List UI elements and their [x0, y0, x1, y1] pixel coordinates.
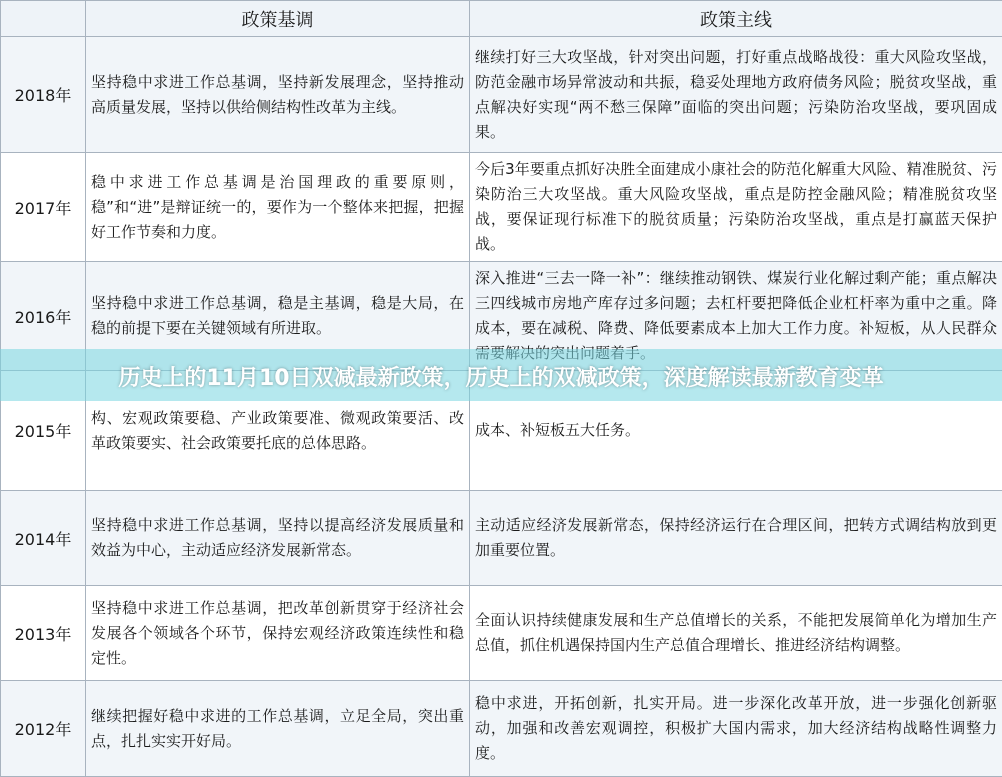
year-cell: 2014年: [1, 491, 86, 586]
year-cell: 2018年: [1, 37, 86, 153]
policy-line-cell: 全面认识持续健康发展和生产总值增长的关系，不能把发展简单化为增加生产总值，抓住机遇保持国内生产总值合理增长、推进经济结构调整。: [470, 586, 1002, 681]
table-row: [1, 681, 1002, 777]
policy-tone-cell: 坚持稳中求进工作总基调，把改革创新贯穿于经济社会发展各个领域各个环节，保持宏观经济政策连续性和稳定性。: [86, 586, 470, 681]
header-year: [1, 1, 86, 37]
table-row: [1, 37, 1002, 153]
year-cell: 2016年: [1, 262, 86, 371]
title-overlay-banner: [0, 349, 1002, 401]
policy-line-cell: 稳中求进，开拓创新，扎实开局。进一步深化改革开放，进一步强化创新驱动，加强和改善宏观调控，积极扩大国内需求，加大经济结构战略性调整力度。: [470, 681, 1002, 777]
header-policy-tone: 政策基调: [86, 1, 470, 37]
year-cell: 2013年: [1, 586, 86, 681]
year-cell: 2017年: [1, 153, 86, 262]
year-cell: 2015年: [1, 371, 86, 491]
policy-tone-cell: 稳中求进工作总基调是治国理政的重要原则，稳”和“进”是辩证统一的，要作为一个整体来把握，把握好工作节奏和力度。: [86, 153, 470, 262]
year-cell: 2012年: [1, 681, 86, 777]
header-policy-line: 政策主线: [470, 1, 1002, 37]
table-row: [1, 491, 1002, 586]
policy-line-cell: 成本、补短板五大任务。: [470, 371, 1002, 491]
policy-tone-cell: 坚持稳中求进工作总基调，坚持以提高经济发展质量和效益为中心，主动适应经济发展新常态。: [86, 491, 470, 586]
policy-line-cell: 继续打好三大攻坚战，针对突出问题，打好重点战略战役：重大风险攻坚战，防范金融市场异常波动和共振，稳妥处理地方政府债务风险；脱贫攻坚战，重点解决好实现“两不愁三保障”面临的突出问题；污染防治攻坚战，要巩固成果。: [470, 37, 1002, 153]
table-row: [1, 153, 1002, 262]
policy-tone-cell: 继续把握好稳中求进的工作总基调，立足全局，突出重点，扎扎实实开好局。: [86, 681, 470, 777]
policy-tone-cell: 坚持稳中求进工作总基调，稳是主基调，稳是大局，在稳的前提下要在关键领域有所进取。: [86, 262, 470, 371]
policy-line-cell: 今后3年要重点抓好决胜全面建成小康社会的防范化解重大风险、精准脱贫、污染防治三大攻坚战。重大风险攻坚战，重点是防控金融风险；精准脱贫攻坚战，要保证现行标准下的脱贫质量；污染防治攻坚战，重点是打赢蓝天保护战。: [470, 153, 1002, 262]
policy-line-cell: 主动适应经济发展新常态，保持经济运行在合理区间，把转方式调结构放到更加重要位置。: [470, 491, 1002, 586]
overlay-title: 历史上的11月10日双减最新政策，历史上的双减政策，深度解读最新教育变革: [0, 361, 1002, 392]
policy-line-cell: 深入推进“三去一降一补”：继续推动钢铁、煤炭行业化解过剩产能；重点解决三四线城市房地产库存过多问题；去杠杆要把降低企业杠杆率为重中之重。降成本，要在减税、降费、降低要素成本上加大工作力度。补短板，从人民群众: [470, 262, 1002, 371]
table-row: [1, 586, 1002, 681]
policy-tone-cell: 构、宏观政策要稳、产业政策要准、微观政策要活、改革政策要实、社会政策要托底的总体思路。: [86, 371, 470, 491]
table-header-row: [1, 1, 1002, 37]
policy-tone-cell: 坚持稳中求进工作总基调，坚持新发展理念，坚持推动高质量发展，坚持以供给侧结构性改革为主线。: [86, 37, 470, 153]
